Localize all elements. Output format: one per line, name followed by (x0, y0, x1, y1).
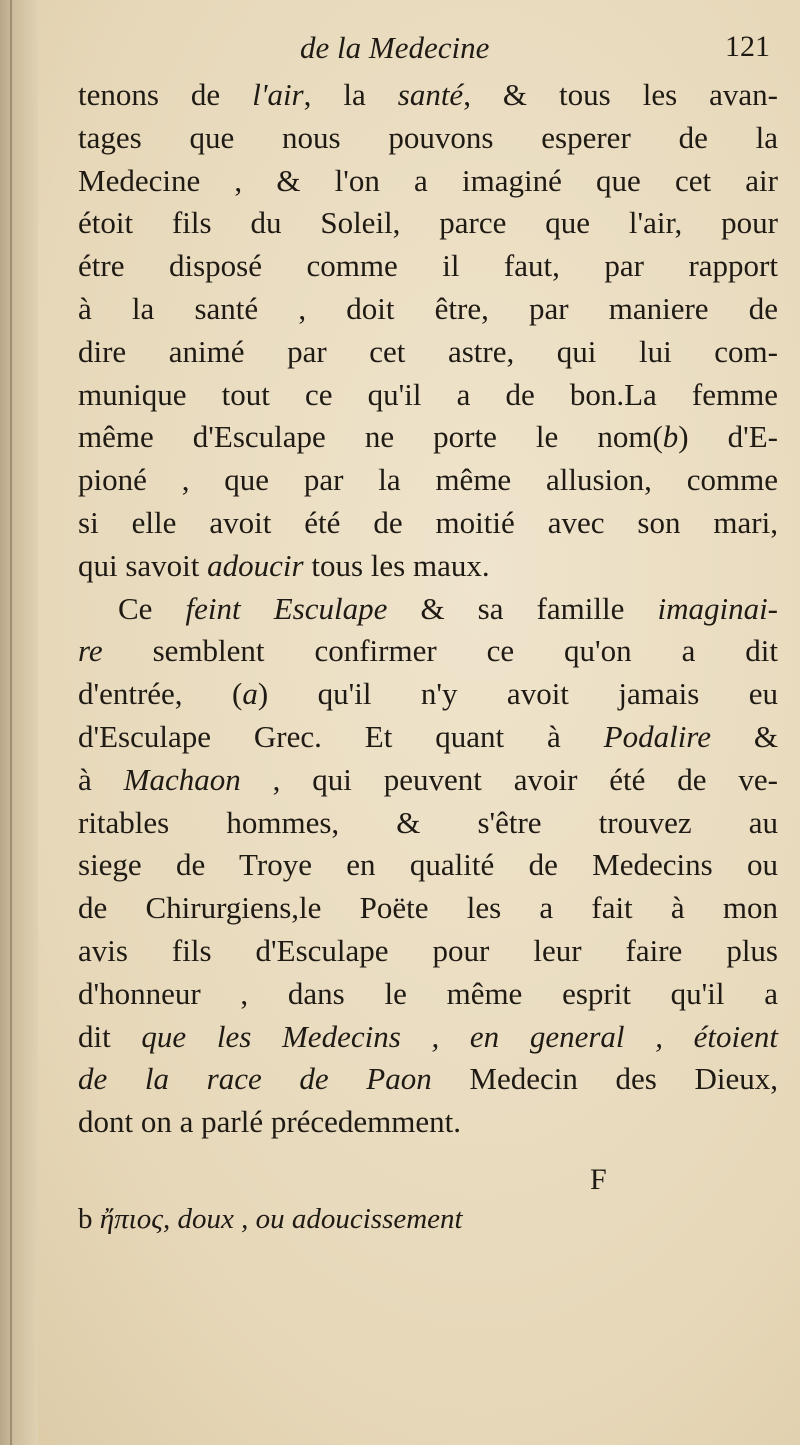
page-header (80, 30, 770, 74)
text-line (78, 245, 778, 288)
text-segment: étoit fils du Soleil, parce que l'air, pour (78, 205, 778, 241)
signature-mark: F (590, 1163, 607, 1196)
text-line (78, 117, 778, 160)
text-segment: dont on a parlé précedemment. (78, 1104, 462, 1140)
text-segment: dire animé par cet astre, qui lui com- (78, 333, 778, 369)
text-segment: d'Esculape Grec. Et quant à (78, 718, 604, 754)
text-segment: d'honneur , dans le même esprit qu'il a (78, 975, 778, 1011)
text-segment: , & tous les avan- (463, 77, 778, 112)
text-segment: ) qu'il n'y avoit jamais eu (257, 676, 779, 712)
italic-segment: feint Esculape (185, 590, 388, 626)
italic-segment: que les Medecins , en general , étoient (141, 1018, 778, 1054)
text-line (78, 74, 778, 117)
text-line (78, 331, 778, 374)
text-segment: , la (303, 77, 398, 112)
text-line (78, 930, 778, 973)
footnote (78, 1203, 463, 1236)
text-segment: même d'Esculape ne porte le nom( (78, 419, 663, 455)
text-segment: dit (78, 1018, 142, 1054)
text-line (78, 459, 778, 502)
text-line (78, 202, 778, 245)
text-segment: Ce (118, 590, 186, 626)
text-segment: ) d'E- (678, 419, 779, 455)
footnote-greek-word: ἤπιος (99, 1203, 163, 1235)
italic-segment: re (78, 633, 103, 669)
text-segment: munique tout ce qu'il a de bon.La femme (78, 376, 778, 412)
text-line (78, 716, 778, 759)
footnote-marker: b (78, 1203, 93, 1235)
text-segment: de Chirurgiens,le Poëte les a fait à mon (78, 890, 778, 926)
text-segment: & sa famille (387, 590, 658, 626)
footnote-gloss: , doux , ou adoucissement (163, 1203, 463, 1235)
text-line (78, 1058, 778, 1101)
text-segment: Medecine , & l'on a imaginé que cet air (78, 162, 778, 198)
italic-segment: b (662, 419, 679, 455)
text-line (78, 887, 778, 930)
text-segment: étre disposé comme il faut, par rapport (78, 248, 778, 284)
italic-segment: Machaon (123, 761, 241, 797)
text-segment: à la santé , doit être, par maniere de (78, 290, 778, 326)
text-line (78, 844, 778, 887)
gutter-edge-line (10, 0, 12, 1445)
italic-segment: l'air (252, 77, 304, 112)
text-segment: si elle avoit été de moitié avec son mari, (78, 504, 778, 540)
text-segment: & (710, 718, 778, 754)
text-line (78, 502, 778, 545)
text-segment: tenons de (78, 77, 253, 112)
text-line (78, 288, 778, 331)
text-segment: d'entrée, ( (78, 676, 243, 712)
text-segment: Medecin des Dieux, (431, 1061, 778, 1097)
text-segment: pioné , que par la même allusion, comme (78, 462, 778, 498)
text-line (78, 1101, 778, 1144)
text-segment: ritables hommes, & s'être trouvez au (78, 804, 778, 840)
text-segment: tous les maux. (303, 547, 490, 583)
text-segment: semblent confirmer ce qu'on a dit (102, 633, 778, 669)
text-segment: tages que nous pouvons esperer de la (78, 119, 778, 155)
text-segment: à (78, 761, 124, 797)
italic-segment: santé (397, 77, 464, 112)
text-line (78, 416, 778, 459)
text-line (78, 160, 778, 203)
text-segment: qui savoit (78, 547, 208, 583)
text-line (78, 759, 778, 802)
text-line (78, 374, 778, 417)
running-title: de la Medecine (300, 30, 490, 65)
italic-segment: imaginai- (657, 590, 779, 626)
text-line (78, 1016, 778, 1059)
text-line (78, 545, 778, 588)
binding-gutter (0, 0, 38, 1445)
body-text (78, 74, 778, 1144)
text-line (78, 973, 778, 1016)
italic-segment: Podalire (603, 718, 711, 754)
text-line (78, 673, 778, 716)
text-segment: siege de Troye en qualité de Medecins ou (78, 847, 778, 883)
page-number: 121 (725, 30, 770, 63)
italic-segment: adoucir (207, 547, 304, 583)
text-segment: , qui peuvent avoir été de ve- (240, 761, 778, 797)
italic-segment: de la race de Paon (78, 1061, 432, 1097)
text-segment: avis fils d'Esculape pour leur faire plus (78, 932, 778, 968)
text-line (78, 630, 778, 673)
text-line (78, 802, 778, 845)
text-line (78, 588, 778, 631)
italic-segment: a (242, 676, 258, 712)
